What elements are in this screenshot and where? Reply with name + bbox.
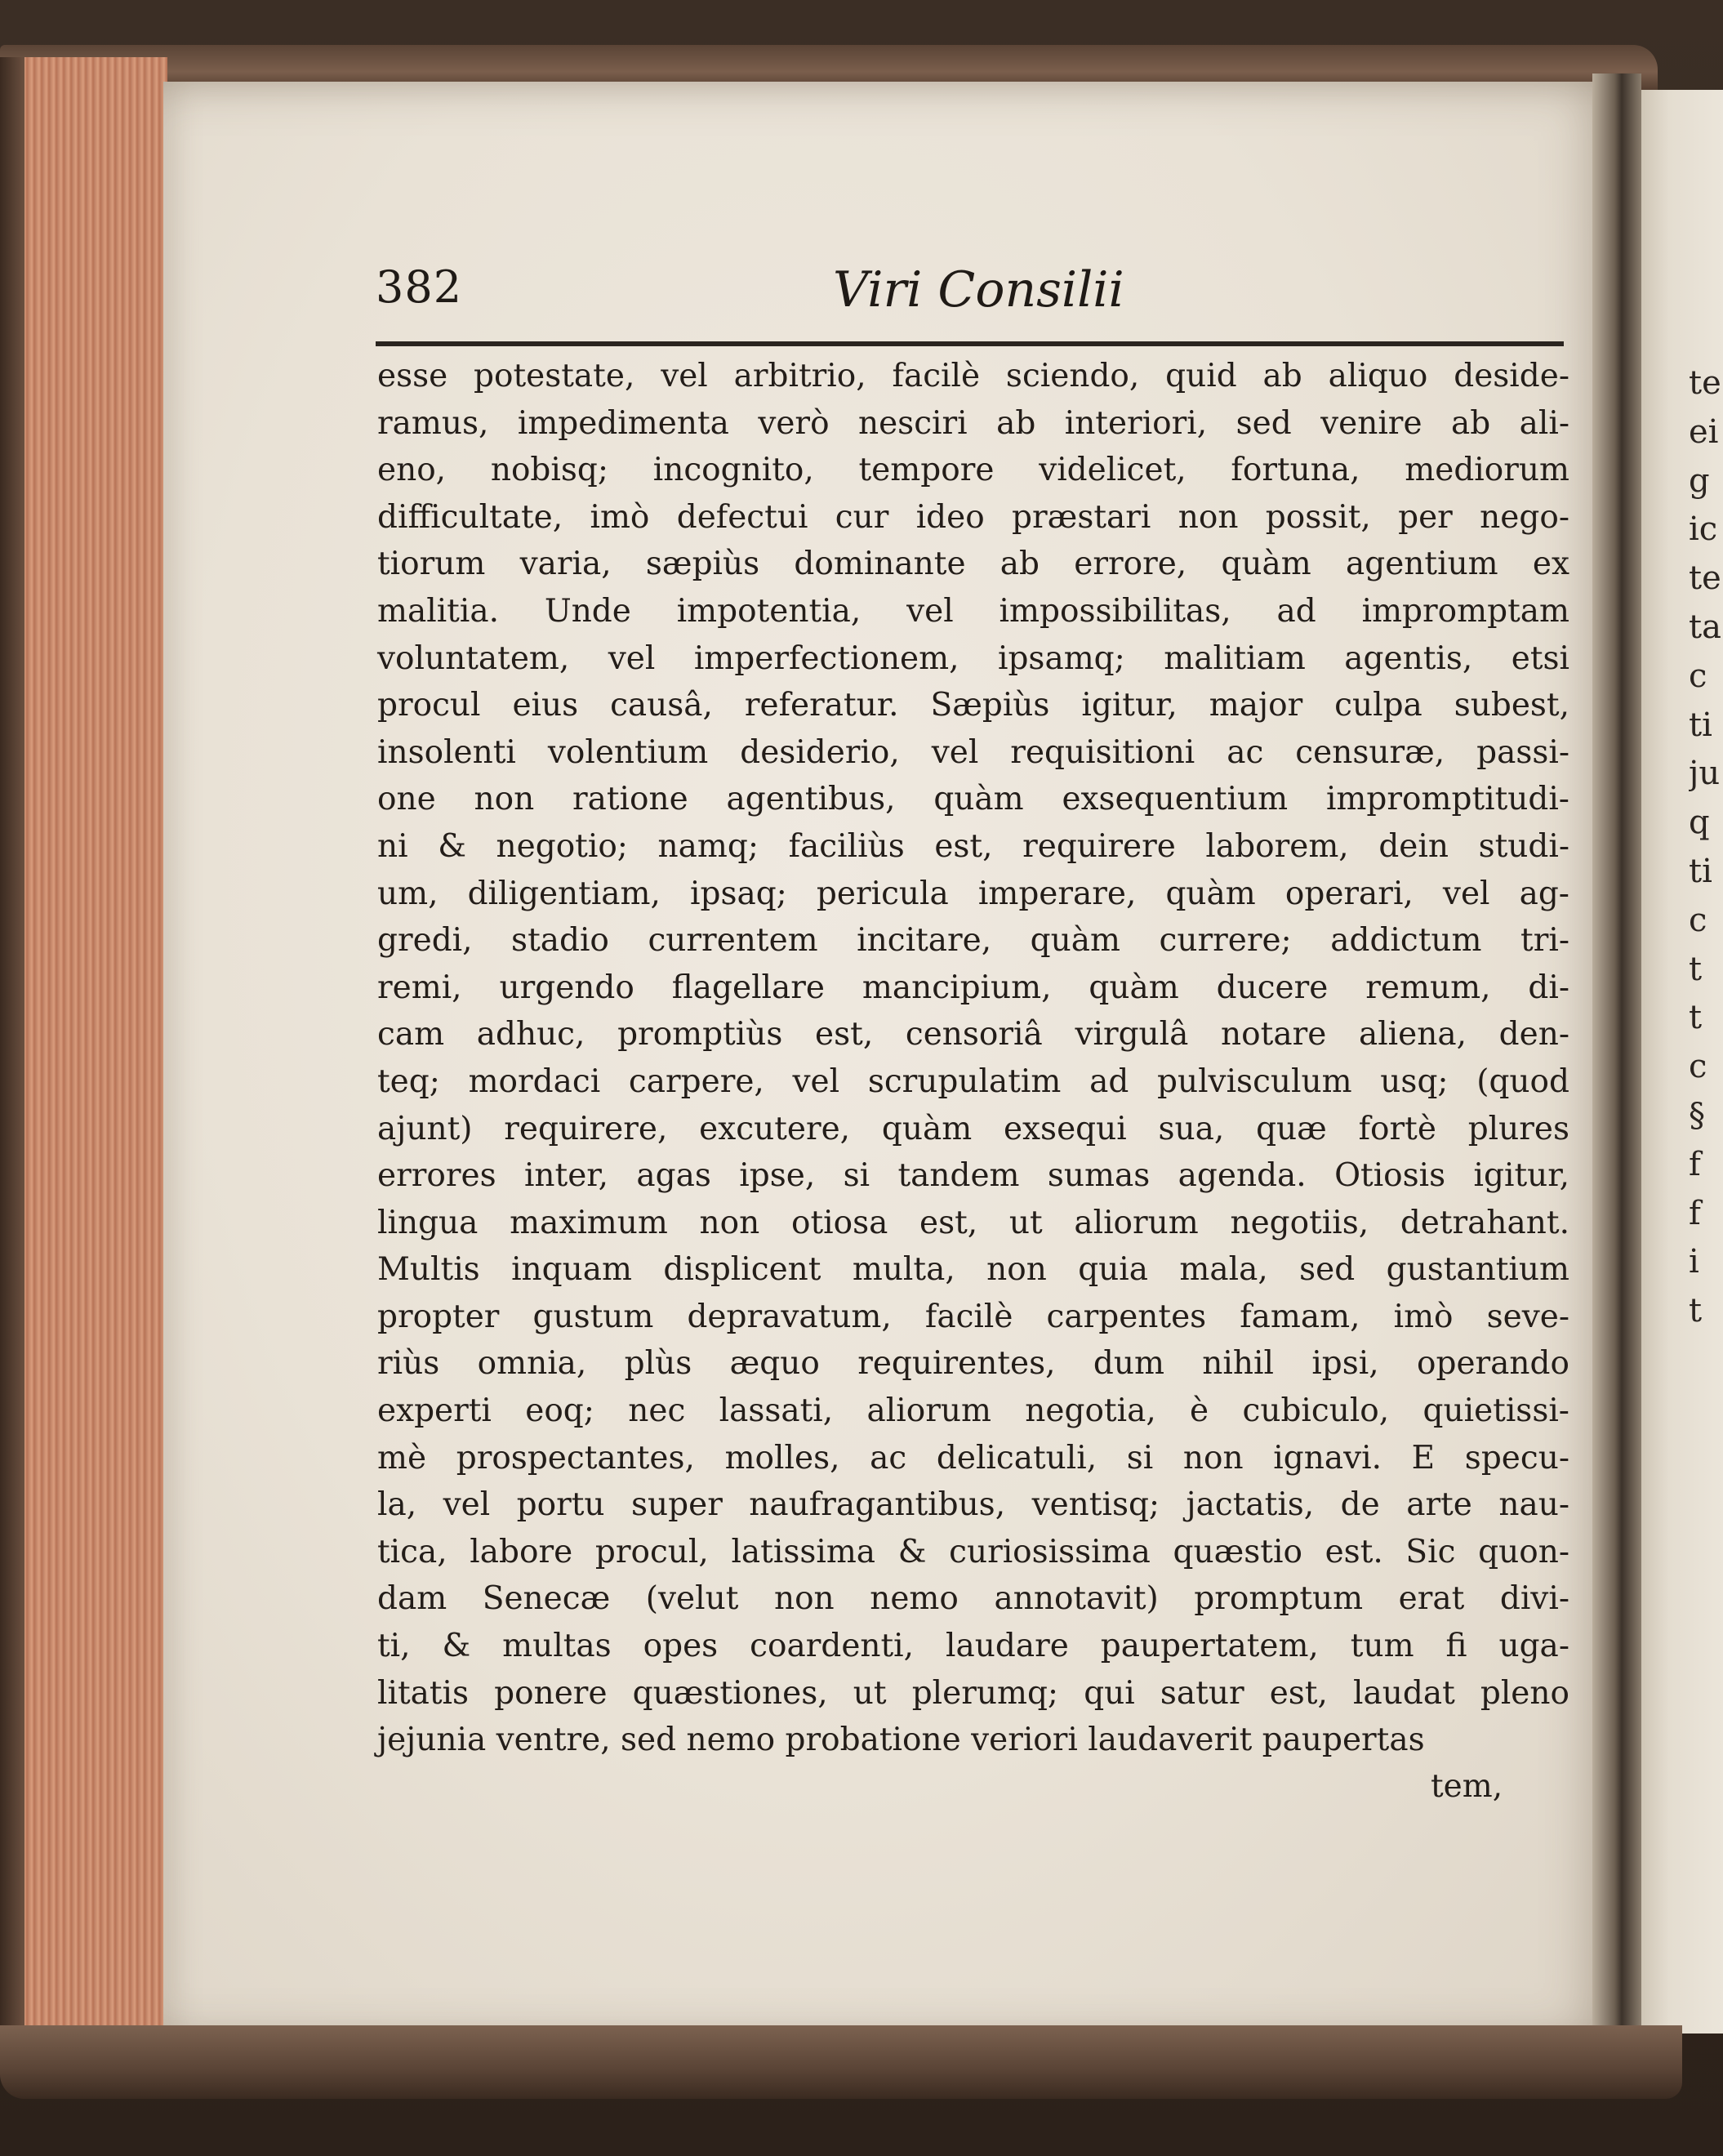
facing-page-fragment: i <box>1689 1243 1699 1281</box>
facing-page-fragment: ti <box>1689 706 1712 744</box>
facing-page-fragment: t <box>1689 950 1703 988</box>
facing-page-fragment: te <box>1689 364 1721 402</box>
text-line: teq; mordaci carpere, vel scrupulatim ad pulvisculum usq; (quod <box>377 1062 1569 1100</box>
facing-page-fragment: ju <box>1689 755 1721 793</box>
text-line: ajunt) requirere, excutere, quàm exsequi sua, quæ fortè plures <box>377 1110 1569 1147</box>
text-line: la, vel portu super naufragantibus, ventisq; jactatis, de arte nau- <box>377 1486 1569 1524</box>
text-line: malitia. Unde impotentia, vel impossibilitas, ad impromptam <box>377 592 1569 630</box>
text-line: litatis ponere quæstiones, ut plerumq; qui satur est, laudat pleno <box>377 1674 1569 1712</box>
facing-page-fragment: ic <box>1689 510 1718 549</box>
text-line: gredi, stadio currentem incitare, quàm currere; addictum tri- <box>377 922 1569 960</box>
facing-page-fragment: c <box>1689 901 1707 939</box>
facing-page-fragment: ta <box>1689 608 1721 646</box>
text-line: voluntatem, vel imperfectionem, ipsamq; malitiam agentis, etsi <box>377 639 1569 677</box>
facing-page-fragment: f <box>1689 1145 1701 1183</box>
page-header <box>376 261 1568 327</box>
book-cover-left <box>0 57 24 2074</box>
body-text <box>377 353 1569 1764</box>
header-rule <box>376 341 1564 346</box>
text-line: procul eius causâ, referatur. Sæpiùs igitur, major culpa subest, <box>377 687 1569 724</box>
running-title: Viri Consilii <box>833 261 1124 318</box>
page-number: 382 <box>376 261 463 313</box>
facing-page-fragment <box>1689 1434 1723 1483</box>
text-line: mè prospectantes, molles, ac delicatuli, si non ignavi. E specu- <box>377 1439 1569 1477</box>
text-line: experti eoq; nec lassati, aliorum negotia, è cubiculo, quietissi- <box>377 1392 1569 1430</box>
text-line: tiorum varia, sæpiùs dominante ab errore, quàm agentium ex <box>377 546 1569 583</box>
facing-page-fragment: q <box>1689 804 1710 842</box>
text-line: insolenti volentium desiderio, vel requisitioni ac censuræ, passi- <box>377 733 1569 771</box>
facing-page-fragment: t <box>1689 999 1703 1037</box>
text-line: ti, & multas opes coardenti, laudare paupertatem, tum fi uga- <box>377 1628 1569 1665</box>
text-line: ramus, impedimenta verò nesciri ab interiori, sed venire ab ali- <box>377 404 1569 442</box>
facing-page-fragment: g <box>1689 461 1710 500</box>
facing-page-fragment: te <box>1689 559 1721 598</box>
facing-page-fragment: c <box>1689 657 1707 695</box>
text-line: one non ratione agentibus, quàm exsequentium impromptitudi- <box>377 781 1569 818</box>
facing-page-text <box>1689 359 1723 1531</box>
text-line: difficultate, imò defectui cur ideo præstari non possit, per nego- <box>377 498 1569 536</box>
text-line: propter gustum depravatum, facilè carpentes famam, imò seve- <box>377 1298 1569 1335</box>
book-cover-bottom <box>0 2025 1682 2099</box>
facing-page-fragment: c <box>1689 1048 1707 1086</box>
facing-page-fragment <box>1689 1482 1723 1531</box>
text-line: eno, nobisq; incognito, tempore videlicet, fortuna, mediorum <box>377 452 1569 489</box>
page-block-edge <box>0 57 167 2066</box>
facing-page-fragment <box>1689 1336 1723 1385</box>
text-line: tica, labore procul, latissima & curiosissima quæstio est. Sic quon- <box>377 1533 1569 1570</box>
book-gutter <box>1592 74 1641 2050</box>
text-line: Multis inquam displicent multa, non quia mala, sed gustantium <box>377 1251 1569 1289</box>
facing-page-fragment: t <box>1689 1292 1703 1330</box>
text-line: errores inter, agas ipse, si tandem sumas agenda. Otiosis igitur, <box>377 1157 1569 1195</box>
catchword: tem, <box>1431 1768 1503 1805</box>
text-line: remi, urgendo flagellare mancipium, quàm ducere remum, di- <box>377 969 1569 1006</box>
text-line: esse potestate, vel arbitrio, facilè sciendo, quid ab aliquo deside- <box>377 358 1569 394</box>
text-line: um, diligentiam, ipsaq; pericula imperare, quàm operari, vel ag- <box>377 875 1569 912</box>
text-line: dam Senecæ (velut non nemo annotavit) promptum erat divi- <box>377 1580 1569 1618</box>
text-line: ni & negotio; namq; faciliùs est, requirere laborem, dein studi- <box>377 827 1569 865</box>
facing-page-fragment: ti <box>1689 852 1712 890</box>
text-line: lingua maximum non otiosa est, ut aliorum negotiis, detrahant. <box>377 1204 1569 1241</box>
facing-page-fragment: ei <box>1689 412 1719 451</box>
facing-page-fragment: f <box>1689 1194 1701 1232</box>
text-line: riùs omnia, plùs æquo requirentes, dum nihil ipsi, operando <box>377 1345 1569 1383</box>
text-line: jejunia ventre, sed nemo probatione veriori laudaverit paupertas <box>377 1722 1425 1759</box>
text-line: cam adhuc, promptiùs est, censoriâ virgulâ notare aliena, den- <box>377 1016 1569 1054</box>
facing-page-fragment <box>1689 1385 1723 1434</box>
facing-page-fragment: § <box>1689 1096 1705 1134</box>
